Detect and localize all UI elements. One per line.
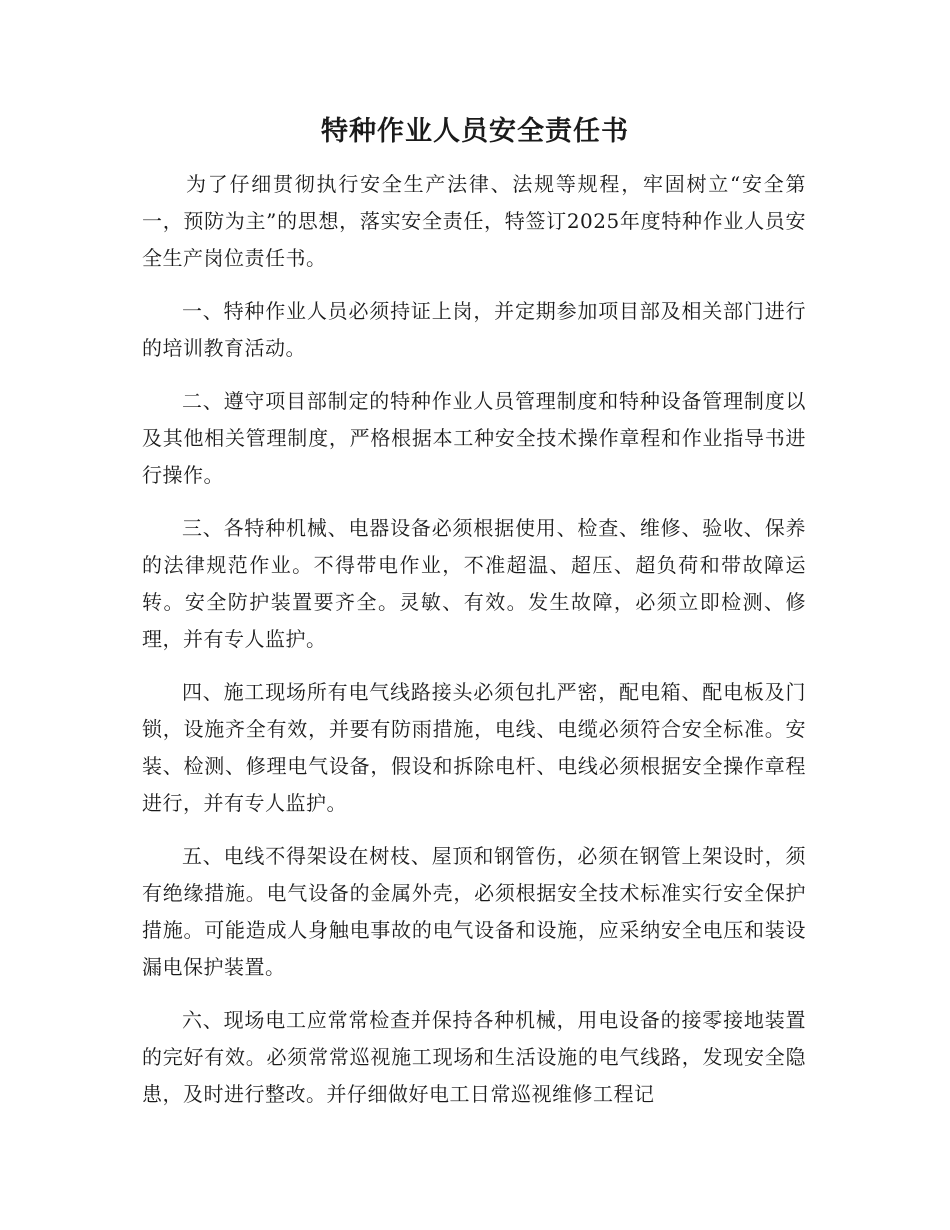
clause-2-paragraph: 二、遵守项目部制定的特种作业人员管理制度和特种设备管理制度以及其他相关管理制度，严格根据本工种安全技术操作章程和作业指导书进行操作。 (142, 389, 806, 487)
clause-6-paragraph: 六、现场电工应常常检查并保持各种机械，用电设备的接零接地装置的完好有效。必须常常巡视施工现场和生活设施的电气线路，发现安全隐患，及时进行整改。并仔细做好电工日常巡视维修工程记 (142, 1008, 806, 1106)
clause-1-paragraph: 一、特种作业人员必须持证上岗，并定期参加项目部及相关部门进行的培训教育活动。 (142, 299, 806, 360)
intro-paragraph: 为了仔细贯彻执行安全生产法律、法规等规程，牢固树立“安全第一，预防为主”的思想，落实安全责任，特签订2025年度特种作业人员安全生产岗位责任书。 (142, 172, 806, 270)
clause-4-paragraph: 四、施工现场所有电气线路接头必须包扎严密，配电箱、配电板及门锁，设施齐全有效，并要有防雨措施，电线、电缆必须符合安全标准。安装、检测、修理电气设备，假设和拆除电杆、电线必须根据安全操作章程进行，并有专人监护。 (142, 680, 806, 815)
clause-5-paragraph: 五、电线不得架设在树枝、屋顶和钢管伤，必须在钢管上架设时，须有绝缘措施。电气设备的金属外壳，必须根据安全技术标准实行安全保护措施。可能造成人身触电事故的电气设备和设施，应采纳安全电压和装设漏电保护装置。 (142, 844, 806, 979)
clause-3-paragraph: 三、各特种机械、电器设备必须根据使用、检查、维修、验收、保养的法律规范作业。不得带电作业，不准超温、超压、超负荷和带故障运转。安全防护装置要齐全。灵敏、有效。发生故障，必须立即检测、修理，并有专人监护。 (142, 516, 806, 651)
document-body (142, 166, 806, 1129)
document-title: 特种作业人员安全责任书 (321, 116, 629, 147)
